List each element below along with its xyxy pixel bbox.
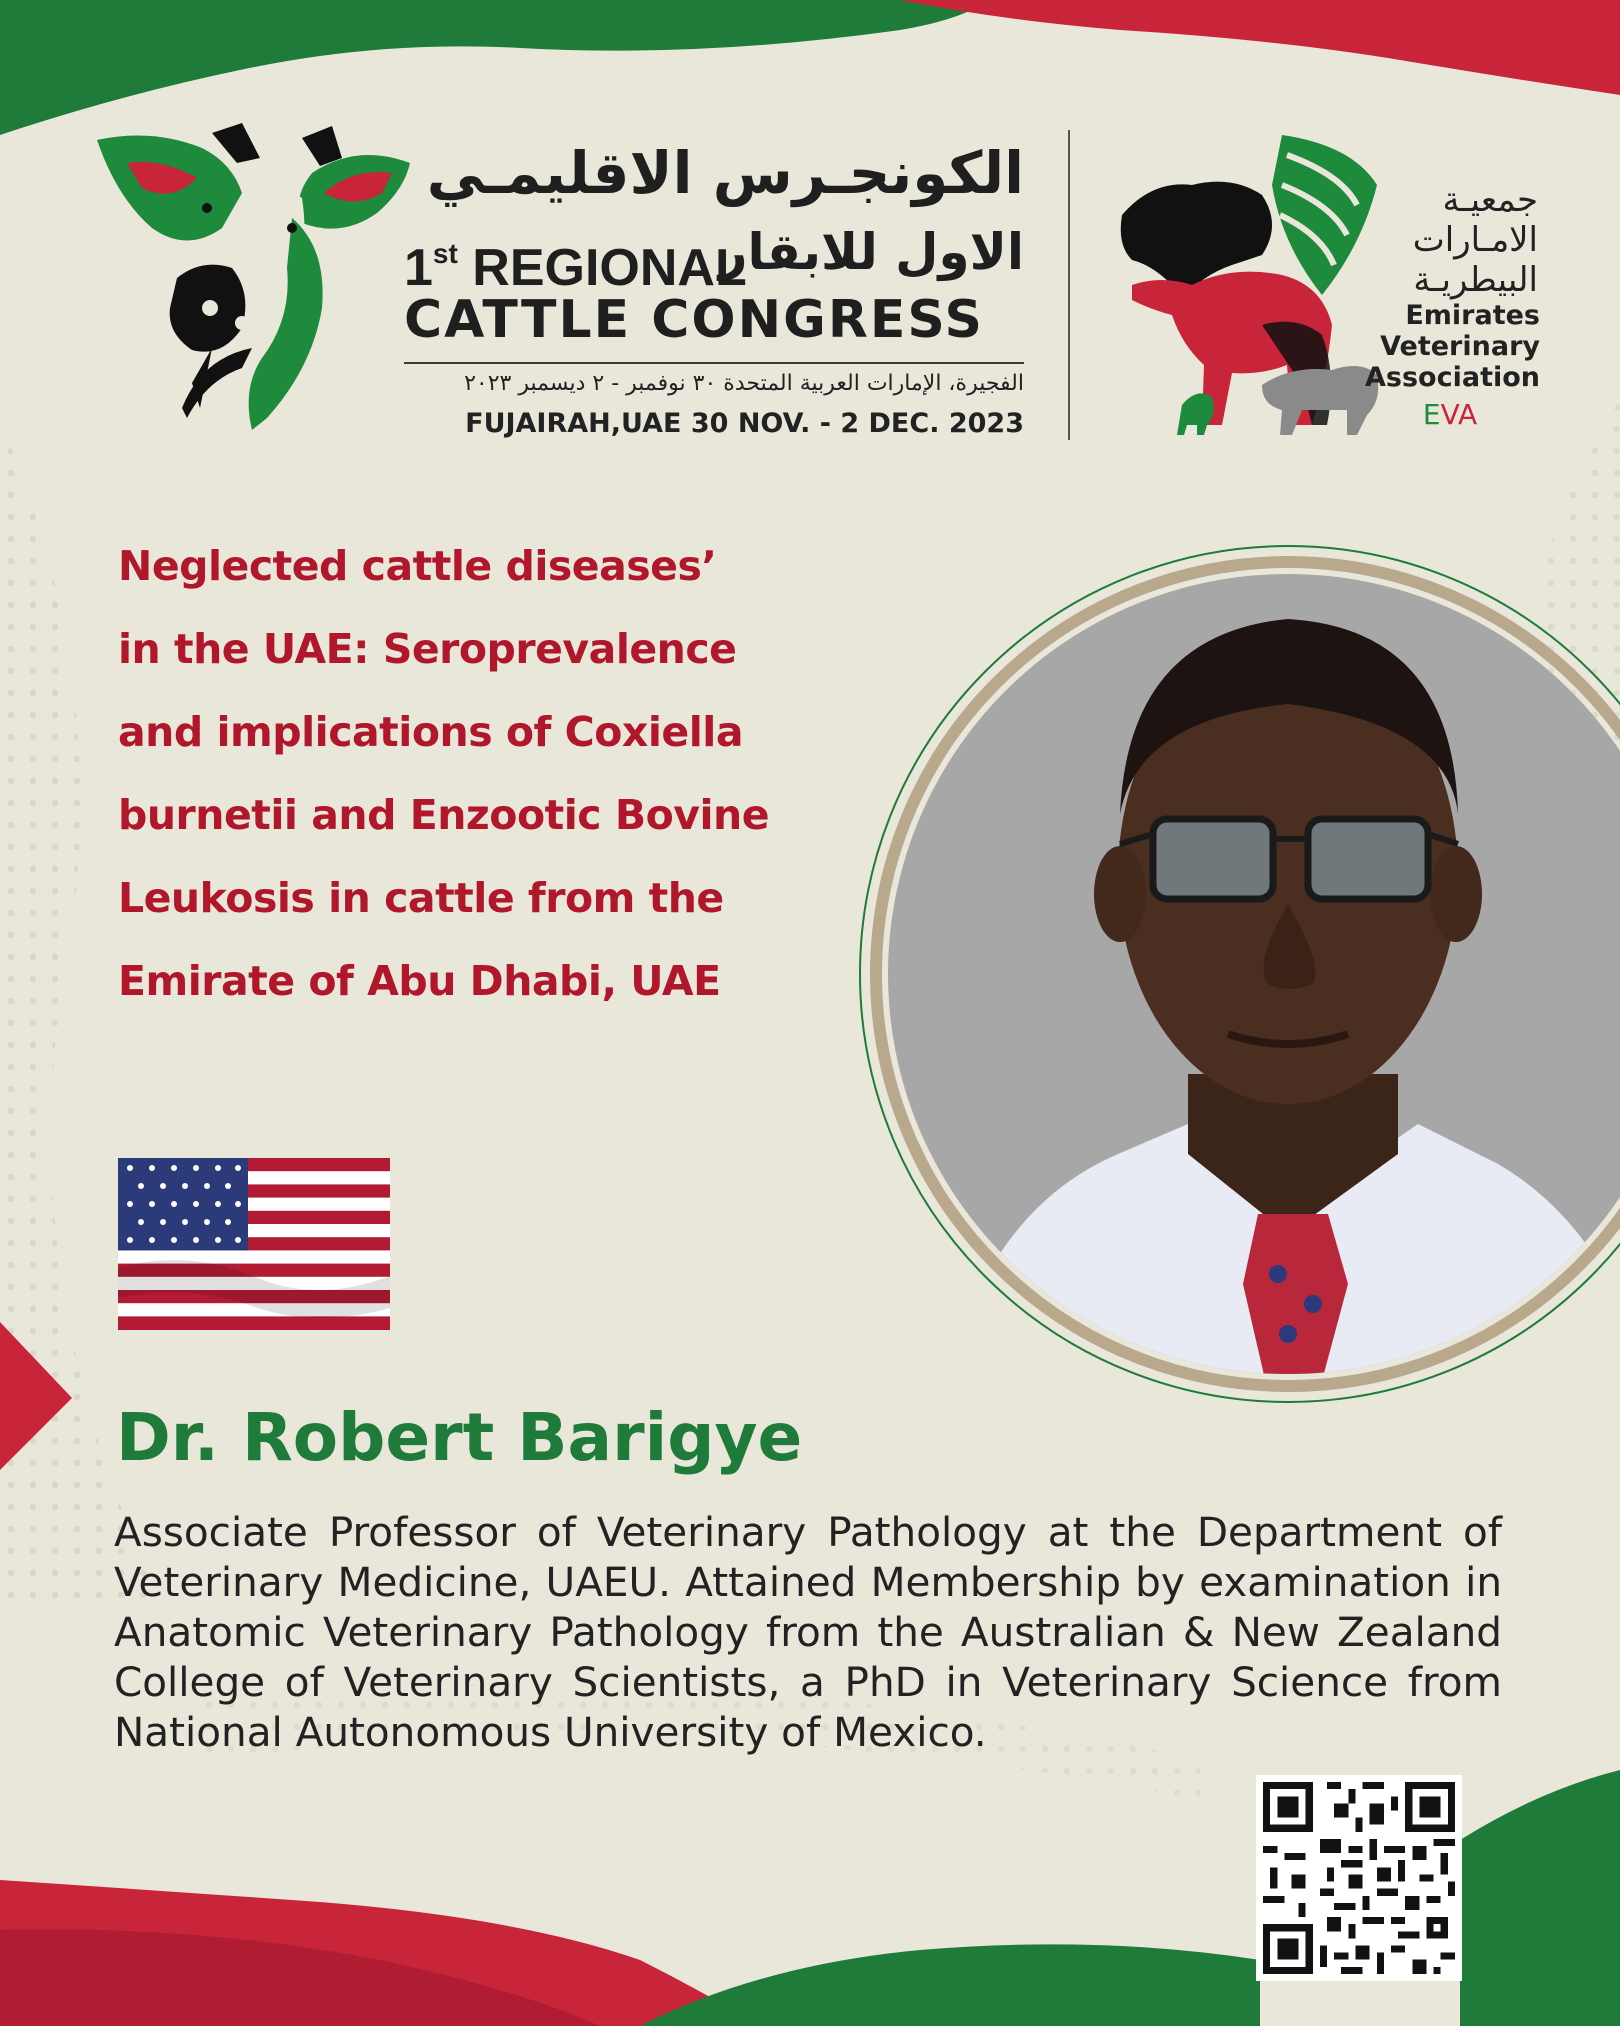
us-flag-icon	[118, 1158, 390, 1330]
header-divider	[404, 362, 1024, 364]
speaker-name: Dr. Robert Barigye	[116, 1399, 803, 1476]
congress-regional-line	[404, 218, 1024, 297]
regional-english: 1st REGIONAL	[404, 238, 747, 297]
eva-arabic-name: جمعيـة الامـارات البيطريـة	[1412, 180, 1538, 300]
eva-animals-logo-icon	[1112, 125, 1392, 445]
eva-abbreviation: EVA	[1422, 398, 1478, 431]
talk-title-line: Neglected cattle diseases’	[118, 542, 717, 590]
talk-title	[118, 525, 838, 1023]
talk-title-line: and implications of Coxiella	[118, 708, 743, 756]
logo-divider	[1068, 130, 1070, 440]
arabic-date: الفجيرة، الإمارات العربية المتحدة ٣٠ نوفمبر - ٢ ديسمبر ٢٠٢٣	[464, 371, 1024, 396]
congress-arabic-title: الكونجـرس الاقليمـي	[426, 139, 1024, 207]
english-date: FUJAIRAH,UAE 30 NOV. - 2 DEC. 2023	[465, 408, 1024, 439]
cattle-congress-logo-icon	[92, 118, 412, 438]
speaker-bio: Associate Professor of Veterinary Pathology at the Department of Veterinary Medicine, UAEU. Attained Membership by examination in Anatomic Veterinary Pathology from the Australian & New Zealand College of Veterinary Scientists, a PhD in Veterinary Science from National Autonomous University of Mexico.	[114, 1508, 1502, 1756]
talk-title-line: in the UAE: Seroprevalence	[118, 625, 737, 673]
talk-title-line: Emirate of Abu Dhabi, UAE	[118, 957, 721, 1005]
talk-title-line: Leukosis in cattle from the	[118, 874, 724, 922]
regional-arabic: الاول للابقار	[718, 223, 1024, 281]
qr-code-icon[interactable]	[1256, 1775, 1462, 1981]
talk-title-line: burnetii and Enzootic Bovine	[118, 791, 770, 839]
eva-english-name: Emirates Veterinary Association	[1365, 300, 1540, 393]
cattle-congress-title: CATTLE CONGRESS	[404, 290, 984, 350]
speaker-photo	[858, 514, 1620, 1414]
